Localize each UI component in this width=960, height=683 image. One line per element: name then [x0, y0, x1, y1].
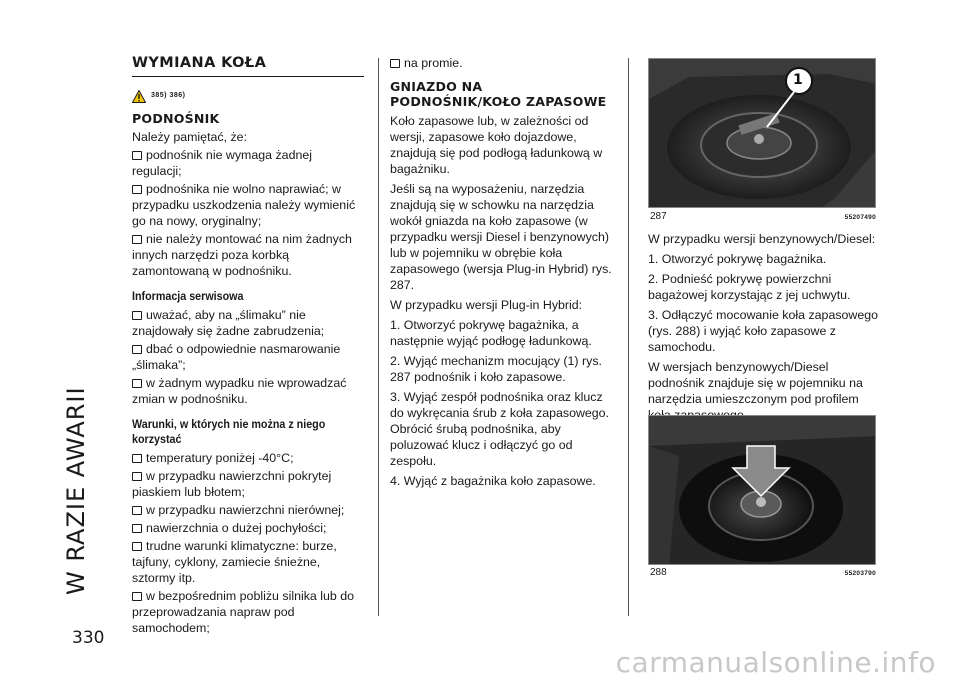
bullet-item: uważać, aby na „ślimaku” nie znajdowały się żadne zabrudzenia; — [132, 308, 325, 338]
page-number: 330 — [72, 628, 105, 648]
checkbox-bullet-icon — [132, 524, 142, 533]
column-1 — [132, 55, 364, 638]
checkbox-bullet-icon — [132, 345, 142, 354]
subsection-title-spare-wheel: GNIAZDO NA PODNOŚNIK/KOŁO ZAPASOWE — [390, 79, 607, 109]
checkbox-bullet-icon — [132, 311, 142, 320]
warning-triangle-icon — [132, 90, 146, 103]
warning-refs: 385) 386) — [151, 92, 186, 99]
checkbox-bullet-icon — [132, 592, 142, 601]
watermark[interactable]: carmanualsonline.info — [615, 646, 936, 679]
chapter-side-title: W RAZIE AWARII — [62, 386, 90, 595]
step-item: 1. Otworzyć pokrywę bagażnika, a następnie wyjąć podłogę ładunkową. — [390, 318, 592, 348]
step-item: 4. Wyjąć z bagażnika koło zapasowe. — [390, 474, 596, 488]
bullet-item: nawierzchnia o dużej pochyłości; — [132, 520, 364, 536]
column-divider — [378, 58, 379, 616]
spare-wheel-photo-illustration — [649, 416, 876, 565]
checkbox-bullet-icon — [390, 59, 400, 68]
bullet-item: nie należy montować na nim żadnych innych narzędzi poza korbką zamontowaną w podnośniku. — [132, 232, 352, 278]
step-item: 1. Otworzyć pokrywę bagażnika. — [648, 252, 827, 266]
column-divider — [628, 58, 629, 616]
checkbox-bullet-icon — [132, 542, 142, 551]
checkbox-bullet-icon — [132, 235, 142, 244]
bullet-item: temperatury poniżej -40°C; — [132, 450, 364, 466]
step-item: 3. Wyjąć zespół podnośnika oraz klucz do wykręcania śrub z koła zapasowego. Obrócić śrubą podnośnika, aby poluzować klucz i odłączyć go od zespołu. — [390, 390, 610, 468]
subsection-title-service: Informacja serwisowa — [132, 289, 244, 303]
figure-number: 287 — [650, 211, 667, 222]
bullet-item: w żadnym wypadku nie wprowadzać zmian w podnośniku. — [132, 376, 347, 406]
checkbox-bullet-icon — [132, 472, 142, 481]
figure-number: 288 — [650, 567, 667, 578]
column-3 — [648, 231, 880, 427]
step-item: 3. Odłączyć mocowanie koła zapasowego (rys. 288) i wyjąć koło zapasowe z samochodu. — [648, 308, 879, 354]
figure-code: 55207490 — [844, 214, 876, 221]
checkbox-bullet-icon — [132, 379, 142, 388]
trunk-photo-illustration — [649, 59, 876, 208]
figure-caption — [650, 211, 876, 222]
subsection-title-conditions: Warunki, w których nie można z niego korzystać — [132, 417, 326, 446]
checkbox-bullet-icon — [132, 185, 142, 194]
checkbox-bullet-icon — [132, 506, 142, 515]
figure-287-spare-wheel-plugin — [648, 58, 876, 208]
paragraph: W przypadku wersji Plug-in Hybrid: — [390, 298, 583, 312]
callout-number: 1 — [793, 72, 803, 88]
bullet-item: w przypadku nawierzchni pokrytej piaskiem lub błotem; — [132, 469, 332, 499]
paragraph: W przypadku wersji benzynowych/Diesel: — [648, 232, 876, 246]
paragraph: Jeśli są na wyposażeniu, narzędzia znajdują się w schowku na narzędzia wokół gniazda na koło zapasowe (w przypadku wersji Diesel i benzynowych) lub w pojemniku w obrębie koła zapasowego (wersja Plug-in Hybrid) rys. 287. — [390, 182, 612, 292]
checkbox-bullet-icon — [132, 151, 142, 160]
bullet-item: podnośnik nie wymaga żadnej regulacji; — [132, 148, 313, 178]
paragraph: W wersjach benzynowych/Diesel podnośnik znajduje się w pojemniku na narzędzia umieszczonym pod profilem — [648, 360, 863, 406]
bullet-item: trudne warunki klimatyczne: burze, tajfuny, cyklony, zamiecie śnieżne, sztormy itp. — [132, 539, 337, 585]
step-item: 2. Wyjąć mechanizm mocujący (1) rys. 287 podnośnik i koło zapasowe. — [390, 354, 602, 384]
step-item: 2. Podnieść pokrywę powierzchni bagażowej korzystając z jej uchwytu. — [648, 272, 851, 302]
subsection-title-jack: PODNOŚNIK — [132, 111, 220, 126]
figure-288-spare-wheel-diesel — [648, 415, 876, 565]
figure-code: 55203790 — [844, 570, 876, 577]
bullet-item: podnośnika nie wolno naprawiać; w przypadku uszkodzenia należy wymienić go na nowy, oryginalny; — [132, 182, 356, 228]
bullet-item: na promie. — [390, 55, 616, 71]
column-2 — [390, 55, 616, 493]
paragraph: Koło zapasowe lub, w zależności od wersji, zapasowe koło dojazdowe, znajdują się pod podłogą ładunkową w bagażniku. — [390, 114, 603, 176]
warning-row — [132, 87, 364, 105]
intro-text: Należy pamiętać, że: — [132, 130, 248, 144]
section-title-wheel-change: WYMIANA KOŁA — [132, 55, 364, 77]
figure-caption — [650, 567, 876, 578]
checkbox-bullet-icon — [132, 454, 142, 463]
bullet-item: w przypadku nawierzchni nierównej; — [132, 502, 364, 518]
bullet-item: w bezpośrednim pobliżu silnika lub do przeprowadzania napraw pod samochodem; — [132, 589, 355, 635]
bullet-item: dbać o odpowiednie nasmarowanie „ślimaka”; — [132, 342, 341, 372]
